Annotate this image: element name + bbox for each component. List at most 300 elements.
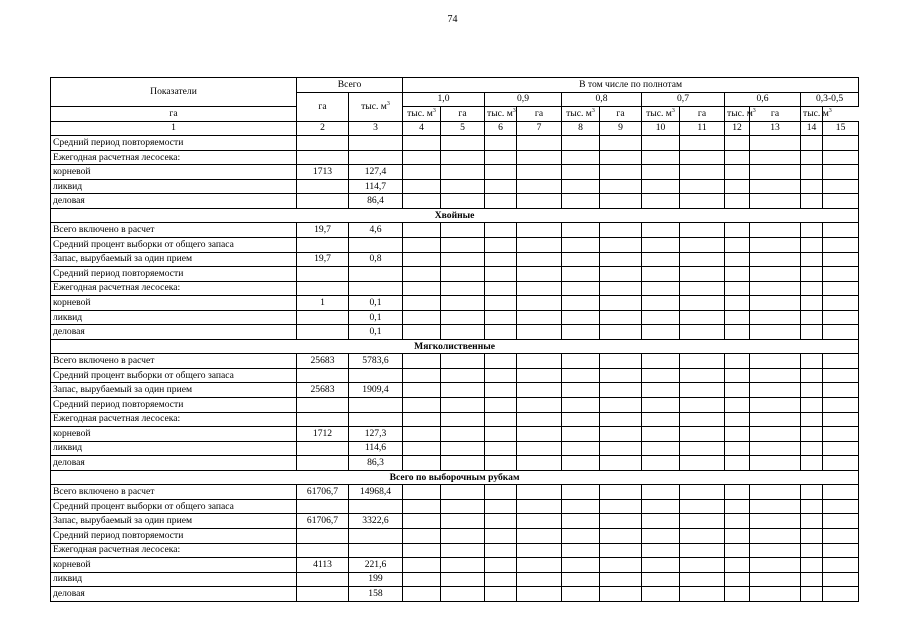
density-cell bbox=[750, 165, 801, 180]
table-row bbox=[51, 572, 859, 587]
density-cell bbox=[823, 514, 859, 529]
density-cell bbox=[600, 136, 642, 151]
density-cell bbox=[725, 587, 750, 602]
density-cell bbox=[750, 412, 801, 427]
density-cell bbox=[517, 368, 562, 383]
total-volume-cell: 86,3 bbox=[349, 456, 403, 471]
density-cell bbox=[725, 528, 750, 543]
total-ha-cell bbox=[297, 194, 349, 209]
row-label: Средний процент выборки от общего запаса bbox=[51, 238, 297, 253]
density-cell bbox=[485, 587, 517, 602]
column-number: 9 bbox=[600, 121, 642, 136]
density-cell bbox=[562, 223, 600, 238]
row-label: Ежегодная расчетная лесосека: bbox=[51, 150, 297, 165]
density-cell bbox=[441, 252, 485, 267]
total-ha-cell: 19,7 bbox=[297, 252, 349, 267]
section-heading: Хвойные bbox=[51, 208, 859, 223]
density-cell bbox=[642, 427, 680, 442]
density-cell bbox=[750, 310, 801, 325]
density-cell bbox=[441, 572, 485, 587]
density-cell bbox=[823, 296, 859, 311]
density-cell bbox=[642, 441, 680, 456]
density-cell bbox=[485, 325, 517, 340]
density-cell bbox=[801, 587, 823, 602]
density-cell bbox=[485, 456, 517, 471]
density-cell bbox=[485, 281, 517, 296]
density-cell bbox=[403, 412, 441, 427]
total-volume-cell bbox=[349, 412, 403, 427]
density-cell bbox=[600, 368, 642, 383]
density-cell bbox=[441, 485, 485, 500]
density-cell bbox=[642, 194, 680, 209]
table-row bbox=[51, 223, 859, 238]
density-cell bbox=[441, 223, 485, 238]
table-row bbox=[51, 179, 859, 194]
density-cell bbox=[823, 441, 859, 456]
density-cell bbox=[403, 354, 441, 369]
page-number: 74 bbox=[447, 14, 458, 25]
density-cell bbox=[562, 543, 600, 558]
density-cell bbox=[485, 398, 517, 413]
density-cell bbox=[823, 383, 859, 398]
unit-header-row bbox=[51, 107, 859, 122]
density-cell bbox=[680, 412, 725, 427]
density-cell bbox=[485, 514, 517, 529]
density-cell bbox=[517, 150, 562, 165]
density-cell bbox=[562, 499, 600, 514]
density-cell bbox=[562, 558, 600, 573]
density-cell bbox=[403, 514, 441, 529]
density-cell bbox=[562, 325, 600, 340]
density-cell bbox=[517, 558, 562, 573]
density-cell bbox=[441, 441, 485, 456]
density-cell bbox=[725, 296, 750, 311]
total-volume-cell bbox=[349, 499, 403, 514]
total-volume-cell bbox=[349, 238, 403, 253]
density-cell bbox=[801, 412, 823, 427]
density-cell bbox=[725, 572, 750, 587]
density-cell bbox=[642, 499, 680, 514]
row-label: Средний период повторяемости bbox=[51, 267, 297, 282]
density-cell bbox=[680, 528, 725, 543]
density-cell bbox=[725, 398, 750, 413]
density-cell bbox=[485, 441, 517, 456]
density-cell bbox=[642, 296, 680, 311]
density-cell bbox=[600, 310, 642, 325]
density-cell bbox=[823, 223, 859, 238]
total-ha-cell bbox=[297, 572, 349, 587]
density-cell bbox=[642, 572, 680, 587]
density-cell bbox=[750, 179, 801, 194]
row-label: Запас, вырубаемый за один прием bbox=[51, 383, 297, 398]
density-cell bbox=[517, 398, 562, 413]
density-cell bbox=[642, 165, 680, 180]
density-cell bbox=[600, 441, 642, 456]
density-cell bbox=[485, 499, 517, 514]
density-cell bbox=[517, 441, 562, 456]
density-cell bbox=[725, 310, 750, 325]
density-cell bbox=[517, 354, 562, 369]
density-cell bbox=[600, 587, 642, 602]
density-cell bbox=[680, 179, 725, 194]
density-cell bbox=[801, 296, 823, 311]
density-cell bbox=[642, 558, 680, 573]
density-cell bbox=[725, 194, 750, 209]
table-row bbox=[51, 368, 859, 383]
density-cell bbox=[562, 368, 600, 383]
row-label: Всего включено в расчет bbox=[51, 223, 297, 238]
table-row bbox=[51, 499, 859, 514]
density-cell bbox=[642, 354, 680, 369]
row-label: Запас, вырубаемый за один прием bbox=[51, 252, 297, 267]
section-heading-row bbox=[51, 470, 859, 485]
density-cell bbox=[801, 528, 823, 543]
total-ha-cell bbox=[297, 179, 349, 194]
total-ha-cell bbox=[297, 456, 349, 471]
density-cell bbox=[403, 165, 441, 180]
total-ha-cell bbox=[297, 368, 349, 383]
density-cell bbox=[823, 398, 859, 413]
density-cell bbox=[562, 441, 600, 456]
density-cell bbox=[441, 325, 485, 340]
density-header: 0,8 bbox=[562, 92, 642, 107]
density-cell bbox=[801, 238, 823, 253]
density-cell bbox=[725, 325, 750, 340]
total-ha-cell: 61706,7 bbox=[297, 485, 349, 500]
density-cell bbox=[485, 165, 517, 180]
total-volume-cell: 0,1 bbox=[349, 325, 403, 340]
table-row bbox=[51, 456, 859, 471]
density-cell bbox=[823, 267, 859, 282]
density-header: 0,6 bbox=[725, 92, 801, 107]
density-cell bbox=[801, 194, 823, 209]
density-cell bbox=[517, 223, 562, 238]
density-cell bbox=[801, 558, 823, 573]
density-cell bbox=[562, 572, 600, 587]
density-cell bbox=[403, 325, 441, 340]
density-cell bbox=[562, 587, 600, 602]
density-cell bbox=[403, 296, 441, 311]
density-cell bbox=[725, 179, 750, 194]
table-row bbox=[51, 354, 859, 369]
row-label: Средний процент выборки от общего запаса bbox=[51, 368, 297, 383]
density-cell bbox=[403, 558, 441, 573]
density-header: 0,9 bbox=[485, 92, 562, 107]
density-cell bbox=[823, 165, 859, 180]
density-cell bbox=[485, 267, 517, 282]
total-ha-cell bbox=[297, 543, 349, 558]
total-volume-cell: 114,7 bbox=[349, 179, 403, 194]
density-cell bbox=[517, 514, 562, 529]
density-cell bbox=[801, 150, 823, 165]
density-cell bbox=[403, 281, 441, 296]
density-cell bbox=[750, 543, 801, 558]
density-cell bbox=[725, 543, 750, 558]
row-label: ликвид bbox=[51, 310, 297, 325]
total-volume-cell bbox=[349, 150, 403, 165]
column-number: 12 bbox=[725, 121, 750, 136]
density-cell bbox=[441, 368, 485, 383]
density-cell bbox=[680, 543, 725, 558]
total-volume-cell bbox=[349, 136, 403, 151]
density-cell bbox=[750, 398, 801, 413]
total-volume-cell bbox=[349, 281, 403, 296]
density-cell bbox=[441, 528, 485, 543]
density-cell bbox=[485, 528, 517, 543]
total-ha-cell bbox=[297, 398, 349, 413]
column-number: 4 bbox=[403, 121, 441, 136]
density-cell bbox=[642, 383, 680, 398]
density-cell bbox=[801, 456, 823, 471]
density-cell bbox=[600, 223, 642, 238]
density-cell bbox=[517, 281, 562, 296]
density-cell bbox=[680, 383, 725, 398]
density-cell bbox=[517, 543, 562, 558]
density-cell bbox=[680, 310, 725, 325]
density-cell bbox=[600, 383, 642, 398]
density-cell bbox=[403, 383, 441, 398]
density-ha-header: га bbox=[517, 107, 562, 122]
density-cell bbox=[750, 456, 801, 471]
density-cell bbox=[441, 543, 485, 558]
density-cell bbox=[562, 281, 600, 296]
density-cell bbox=[600, 558, 642, 573]
row-label: деловая bbox=[51, 194, 297, 209]
density-cell bbox=[441, 267, 485, 282]
density-cell bbox=[485, 572, 517, 587]
density-cell bbox=[403, 150, 441, 165]
density-cell bbox=[403, 238, 441, 253]
density-cell bbox=[680, 325, 725, 340]
density-cell bbox=[562, 485, 600, 500]
density-cell bbox=[801, 354, 823, 369]
density-cell bbox=[562, 136, 600, 151]
density-cell bbox=[517, 528, 562, 543]
density-cell bbox=[600, 528, 642, 543]
total-volume-cell: 0,1 bbox=[349, 296, 403, 311]
density-cell bbox=[680, 238, 725, 253]
density-cell bbox=[823, 179, 859, 194]
density-cell bbox=[750, 485, 801, 500]
table-row bbox=[51, 150, 859, 165]
density-cell bbox=[750, 238, 801, 253]
density-cell bbox=[823, 136, 859, 151]
density-cell bbox=[725, 368, 750, 383]
density-cell bbox=[750, 296, 801, 311]
density-cell bbox=[750, 441, 801, 456]
density-cell bbox=[680, 485, 725, 500]
density-cell bbox=[403, 441, 441, 456]
total-volume-header: тыс. $м^3$ bbox=[349, 92, 403, 121]
density-cell bbox=[441, 310, 485, 325]
density-cell bbox=[441, 165, 485, 180]
density-cell bbox=[801, 572, 823, 587]
density-cell bbox=[517, 267, 562, 282]
density-cell bbox=[441, 238, 485, 253]
density-cell bbox=[562, 296, 600, 311]
density-cell bbox=[680, 456, 725, 471]
density-cell bbox=[485, 485, 517, 500]
density-cell bbox=[750, 354, 801, 369]
density-cell bbox=[441, 150, 485, 165]
density-cell bbox=[801, 267, 823, 282]
density-cell bbox=[562, 427, 600, 442]
density-cell bbox=[725, 238, 750, 253]
density-cell bbox=[517, 296, 562, 311]
density-volume-header: тыс. $м^3$ bbox=[403, 107, 441, 122]
density-ha-header: га bbox=[51, 107, 297, 122]
table-row bbox=[51, 383, 859, 398]
total-ha-cell bbox=[297, 267, 349, 282]
table-row bbox=[51, 238, 859, 253]
total-ha-cell bbox=[297, 587, 349, 602]
density-cell bbox=[823, 485, 859, 500]
density-cell bbox=[725, 136, 750, 151]
density-cell bbox=[801, 383, 823, 398]
table-row bbox=[51, 325, 859, 340]
density-cell bbox=[823, 456, 859, 471]
total-volume-cell: 158 bbox=[349, 587, 403, 602]
density-cell bbox=[517, 499, 562, 514]
density-cell bbox=[485, 150, 517, 165]
row-label: Средний период повторяемости bbox=[51, 136, 297, 151]
density-cell bbox=[441, 179, 485, 194]
density-cell bbox=[642, 456, 680, 471]
density-cell bbox=[680, 354, 725, 369]
density-cell bbox=[750, 150, 801, 165]
density-cell bbox=[600, 354, 642, 369]
density-volume-header: тыс. $м^3$ bbox=[801, 107, 823, 122]
density-cell bbox=[823, 572, 859, 587]
total-ha-cell bbox=[297, 499, 349, 514]
density-cell bbox=[403, 499, 441, 514]
total-volume-cell bbox=[349, 528, 403, 543]
row-label: ликвид bbox=[51, 441, 297, 456]
row-label: корневой bbox=[51, 427, 297, 442]
density-cell bbox=[403, 427, 441, 442]
density-cell bbox=[642, 252, 680, 267]
density-cell bbox=[485, 383, 517, 398]
density-cell bbox=[485, 179, 517, 194]
density-cell bbox=[823, 354, 859, 369]
total-volume-cell: 5783,6 bbox=[349, 354, 403, 369]
density-cell bbox=[403, 179, 441, 194]
density-cell bbox=[600, 456, 642, 471]
density-cell bbox=[750, 528, 801, 543]
density-cell bbox=[485, 412, 517, 427]
density-cell bbox=[600, 150, 642, 165]
density-cell bbox=[823, 281, 859, 296]
table-row bbox=[51, 587, 859, 602]
row-label: Средний период повторяемости bbox=[51, 528, 297, 543]
density-cell bbox=[823, 499, 859, 514]
density-cell bbox=[750, 223, 801, 238]
density-cell bbox=[485, 223, 517, 238]
density-cell bbox=[642, 150, 680, 165]
row-label: Запас, вырубаемый за один прием bbox=[51, 514, 297, 529]
density-cell bbox=[823, 368, 859, 383]
total-ha-cell: 25683 bbox=[297, 383, 349, 398]
table-row bbox=[51, 543, 859, 558]
density-cell bbox=[725, 412, 750, 427]
total-volume-cell: 1909,4 bbox=[349, 383, 403, 398]
density-cell bbox=[680, 514, 725, 529]
total-volume-cell: 3322,6 bbox=[349, 514, 403, 529]
row-label: корневой bbox=[51, 165, 297, 180]
density-cell bbox=[680, 587, 725, 602]
density-cell bbox=[680, 252, 725, 267]
row-label: Всего включено в расчет bbox=[51, 354, 297, 369]
density-volume-header: тыс. $м^3$ bbox=[485, 107, 517, 122]
column-number: 5 bbox=[441, 121, 485, 136]
density-cell bbox=[562, 383, 600, 398]
density-cell bbox=[823, 238, 859, 253]
density-cell bbox=[441, 398, 485, 413]
table-row bbox=[51, 485, 859, 500]
density-cell bbox=[823, 587, 859, 602]
density-cell bbox=[642, 136, 680, 151]
density-cell bbox=[801, 252, 823, 267]
density-cell bbox=[517, 136, 562, 151]
density-cell bbox=[750, 558, 801, 573]
indicator-header: Показатели bbox=[51, 78, 297, 107]
density-cell bbox=[750, 252, 801, 267]
density-cell bbox=[680, 427, 725, 442]
density-cell bbox=[642, 179, 680, 194]
density-cell bbox=[801, 179, 823, 194]
column-number: 15 bbox=[823, 121, 859, 136]
density-cell bbox=[642, 325, 680, 340]
density-cell bbox=[801, 136, 823, 151]
density-ha-header: га bbox=[750, 107, 801, 122]
density-cell bbox=[680, 223, 725, 238]
column-number: 11 bbox=[680, 121, 725, 136]
row-label: Средний процент выборки от общего запаса bbox=[51, 499, 297, 514]
density-cell bbox=[725, 150, 750, 165]
table-row bbox=[51, 267, 859, 282]
density-cell bbox=[642, 485, 680, 500]
density-cell bbox=[441, 383, 485, 398]
density-cell bbox=[725, 485, 750, 500]
density-cell bbox=[680, 368, 725, 383]
density-cell bbox=[750, 368, 801, 383]
density-cell bbox=[403, 456, 441, 471]
table-row bbox=[51, 528, 859, 543]
density-cell bbox=[750, 587, 801, 602]
density-cell bbox=[517, 427, 562, 442]
density-cell bbox=[725, 558, 750, 573]
density-cell bbox=[801, 514, 823, 529]
density-cell bbox=[600, 252, 642, 267]
density-cell bbox=[823, 150, 859, 165]
density-cell bbox=[642, 281, 680, 296]
density-cell bbox=[441, 281, 485, 296]
density-cell bbox=[725, 223, 750, 238]
density-cell bbox=[403, 543, 441, 558]
density-ha-header: га bbox=[600, 107, 642, 122]
density-cell bbox=[801, 325, 823, 340]
table-row bbox=[51, 558, 859, 573]
density-cell bbox=[725, 456, 750, 471]
column-number: 3 bbox=[349, 121, 403, 136]
table-row bbox=[51, 398, 859, 413]
density-cell bbox=[801, 441, 823, 456]
density-cell bbox=[441, 194, 485, 209]
table-row bbox=[51, 252, 859, 267]
density-cell bbox=[642, 310, 680, 325]
density-cell bbox=[600, 543, 642, 558]
density-cell bbox=[517, 325, 562, 340]
